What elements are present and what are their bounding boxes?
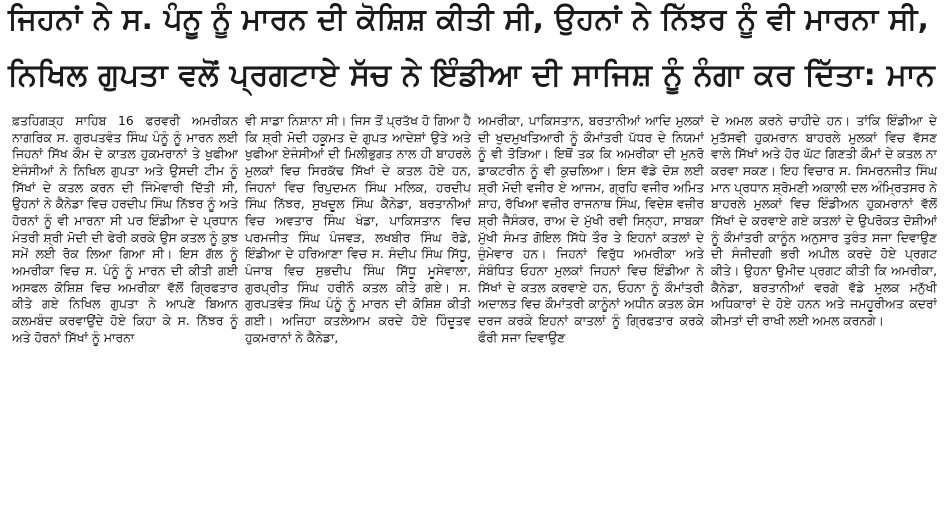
- article-column-2-text: ਵੀ ਸਾਡਾ ਨਿਸ਼ਾਨਾ ਸੀ। ਜਿਸ ਤੋਂ ਪ੍ਰਤੱਖ ਹੋ ਗਿਆ ਹੈ ਕਿ ਸ਼੍ਰੀ ਮੋਦੀ ਹਕੂਮਤ ਦੇ ਗੁਪਤ ਆਦੇਸ਼ਾਂ ਉਤੇ ਅਤੇ ਖੁਫੀਆ ਏਜੰਸੀਆਂ ਦੀ ਮਿਲੀਭੁਗਤ ਨਾਲ ਹੀ ਬਾਹਰਲੇ ਮੁਲਕਾਂ ਵਿਚ ਸਿਰਕੱਢ ਸਿੱਖਾਂ ਦੇ ਕਤਲ ਹੋਏ ਹਨ, ਜਿਹਨਾਂ ਵਿਚ ਰਿਪੁਦਮਨ ਸਿੰਘ ਮਲਿਕ, ਹਰਦੀਪ ਸਿੰਘ ਨਿੱਝਰ, ਸੁਖਦੂਲ ਸਿੰਘ ਕੈਨੇਡਾ, ਬਰਤਾਨੀਆਂ ਵਿਚ ਅਵਤਾਰ ਸਿੰਘ ਖੰਡਾ, ਪਾਕਿਸਤਾਨ ਵਿਚ ਪਰਮਜੀਤ ਸਿੰਘ ਪੰਜਵੜ, ਲਖਬੀਰ ਸਿੰਘ ਰੋਡੇ, ਇੰਡੀਆ ਦੇ ਹਰਿਆਣਾ ਵਿਚ ਸ. ਸੰਦੀਪ ਸਿੰਘ ਸਿੱਧੂ, ਪੰਜਾਬ ਵਿਚ ਸੁਭਦੀਪ ਸਿੰਘ ਸਿੱਧੂ ਮੂਸੇਵਾਲਾ, ਗੁਰਪ੍ਰੀਤ ਸਿੰਘ ਹਰੀਨੌ ਕਤਲ ਕੀਤੇ ਗਏ। ਸ. ਗੁਰਪਤਵੰਤ ਸਿੰਘ ਪੰਨੂੰ ਨੂੰ ਮਾਰਨ ਦੀ ਕੋਸ਼ਿਸ਼ ਕੀਤੀ ਗਈ। ਅਜਿਹਾ ਕਤਲੇਆਮ ਕਰਦੇ ਹੋਏ ਹਿੰਦੂਤਵ ਹੁਕਮਰਾਨਾਂ ਨੇ ਕੈਨੇਡਾ,: [245, 114, 471, 345]
- article-column-4: [711, 113, 937, 503]
- article-column-1: [12, 113, 238, 503]
- article-column-1-text: ਫ਼ਤਹਿਗੜ੍ਹ ਸਾਹਿਬ 16 ਫਰਵਰੀ ਅਮਰੀਕਨ ਨਾਗਰਿਕ ਸ. ਗੁਰਪਤਵੰਤ ਸਿੰਘ ਪੰਨੂੰ ਨੂੰ ਮਾਰਨ ਲਈ ਜਿਹਨਾਂ ਸਿੱਖ ਕੌਮ ਦੇ ਕਾਤਲ ਹੁਕਮਰਾਨਾਂ ਤੇ ਖੁਫੀਆ ਏਜੰਸੀਆਂ ਨੇ ਨਿਖਿਲ ਗੁਪਤਾ ਅਤੇ ਉਸਦੀ ਟੀਮ ਨੂੰ ਸਿੱਖਾਂ ਦੇ ਕਤਲ ਕਰਨ ਦੀ ਜਿੰਮੇਵਾਰੀ ਦਿੱਤੀ ਸੀ, ਉਹਨਾਂ ਨੇ ਕੈਨੇਡਾ ਵਿਚ ਹਰਦੀਪ ਸਿੰਘ ਨਿੱਝਰ ਨੂੰ ਅਤੇ ਹੋਰਨਾਂ ਨੂੰ ਵੀ ਮਾਰਨਾ ਸੀ ਪਰ ਇੰਡੀਆ ਦੇ ਪ੍ਰਧਾਨ ਮੰਤਰੀ ਸ਼੍ਰੀ ਮੋਦੀ ਦੀ ਫੇਰੀ ਕਰਕੇ ਉਸ ਕਤਲ ਨੂੰ ਕੁਝ ਸਮੇਂ ਲਈ ਰੋਕ ਲਿਆ ਗਿਆ ਸੀ। ਇਸ ਗੱਲ ਨੂੰ ਅਮਰੀਕਾ ਵਿਚ ਸ. ਪੰਨੂੰ ਨੂੰ ਮਾਰਨ ਦੀ ਕੀਤੀ ਗਈ ਅਸਫਲ ਕੋਸ਼ਿਸ਼ ਵਿਚ ਅਮਰੀਕਾ ਵੱਲੋਂ ਗ੍ਰਿਫਤਾਰ ਕੀਤੇ ਗਏ ਨਿਖਿਲ ਗੁਪਤਾ ਨੇ ਆਪਣੇ ਬਿਆਨ ਕਲਮਬੰਦ ਕਰਵਾਉਂਦੇ ਹੋਏ ਕਿਹਾ ਕੇ ਸ. ਨਿੱਝਰ ਨੂੰ ਅਤੇ ਹੋਰਨਾਂ ਸਿੱਖਾਂ ਨੂੰ ਮਾਰਨਾ: [12, 114, 238, 345]
- headline-line-1: ਜਿਹਨਾਂ ਨੇ ਸ. ਪੰਨੂ ਨੂੰ ਮਾਰਨ ਦੀ ਕੋਸ਼ਿਸ਼ ਕੀਤੀ ਸੀ, ਉਹਨਾਂ ਨੇ ਨਿੱਝਰ ਨੂੰ ਵੀ ਮਾਰਨਾ ਸੀ,: [8, 2, 930, 36]
- article-body: [12, 113, 937, 503]
- article-column-3-text: ਅਮਰੀਕਾ, ਪਾਕਿਸਤਾਨ, ਬਰਤਾਨੀਆਂ ਆਦਿ ਮੁਲਕਾਂ ਦੀ ਖੁਦਮੁਖਤਿਆਰੀ ਨੂੰ ਕੌਮਾਂਤਰੀ ਪੱਧਰ ਦੇ ਨਿਯਮਾਂ ਨੂੰ ਵੀ ਤੋੜਿਆ। ਇਥੋਂ ਤਕ ਕਿ ਅਮਰੀਕਾ ਦੀ ਮੁਨਰੋ ਡਾਕਟਰੀਨ ਨੂੰ ਵੀ ਕੁਚਲਿਆ। ਇਸ ਵੱਡੇ ਦੋਸ਼ ਲਈ ਸ਼੍ਰੀ ਮੋਦੀ ਵਜੀਰ ਏ ਆਜਮ, ਗ੍ਰਹਿ ਵਜੀਰ ਅਮਿਤ ਸ਼ਾਹ, ਰੱਖਿਆ ਵਜ਼ੀਰ ਰਾਜਨਾਥ ਸਿੰਘ, ਵਿਦੇਸ਼ ਵਜ਼ੀਰ ਸ਼੍ਰੀ ਜੈਸੰਕਰ, ਰਾਅ ਦੇ ਮੁੱਖੀ ਰਵੀ ਸਿਨ੍ਹਾ, ਸਾਬਕਾ ਮੁੱਖੀ ਸੰਮਤ ਗੋਇਲ ਸਿੱਧੇ ਤੌਰ ਤੇ ਇਹਨਾਂ ਕਤਲਾਂ ਦੇ ਜ਼ੁੰਮੇਵਾਰ ਹਨ। ਜਿਹਨਾਂ ਵਿਰੁੱਧ ਅਮਰੀਕਾ ਅਤੇ ਸੰਬੰਧਿਤ ਓਹਨਾ ਮੁਲਕਾਂ ਜਿਹਨਾਂ ਵਿਚ ਇੰਡੀਆ ਨੇ ਸਿੱਖਾਂ ਦੇ ਕਤਲ ਕਰਵਾਏ ਹਨ, ਓਹਨਾ ਨੂੰ ਕੌਮਾਂਤਰੀ ਅਦਾਲਤ ਵਿਚ ਕੌਮਾਂਤਰੀ ਕਾਨੂੰਨਾਂ ਅਧੀਨ ਕਤਲ ਕੇਸ ਦਰਜ ਕਰਕੇ ਇਹਨਾਂ ਕਾਤਲਾਂ ਨੂੰ ਗ੍ਰਿਫਤਾਰ ਕਰਕੇ ਫੌਰੀ ਸਜਾ ਦਿਵਾਉਣ: [478, 114, 704, 345]
- headline-line-2: ਨਿਖਿਲ ਗੁਪਤਾ ਵਲੋਂ ਪ੍ਰਗਟਾਏ ਸੱਚ ਨੇ ਇੰਡੀਆ ਦੀ ਸਾਜਿਸ਼ ਨੂੰ ਨੰਗਾ ਕਰ ਦਿੱਤਾ: ਮਾਨ: [8, 58, 936, 93]
- article-column-2: [245, 113, 471, 503]
- article-column-3: [478, 113, 704, 503]
- article-column-4-text: ਦੇ ਅਮਲ ਕਰਨੇ ਚਾਹੀਦੇ ਹਨ। ਤਾਂਕਿ ਇੰਡੀਆ ਦੇ ਮੁਤੱਸਵੀ ਹੁਕਮਰਾਨ ਬਾਹਰਲੇ ਮੁਲਕਾਂ ਵਿਚ ਵੱਸਣ ਵਾਲੇ ਸਿੱਖਾਂ ਅਤੇ ਹੋਰ ਘੱਟ ਗਿਣਤੀ ਕੌਮਾਂ ਦੇ ਕਤਲ ਨਾ ਕਰਵਾ ਸਕਣ। ਇਹ ਵਿਚਾਰ ਸ. ਸਿਮਰਨਜੀਤ ਸਿੰਘ ਮਾਨ ਪ੍ਰਧਾਨ ਸ਼੍ਰੋਮਣੀ ਅਕਾਲੀ ਦਲ ਅੰਮ੍ਰਿਤਸਰ ਨੇ ਬਾਹਰਲੇ ਮੁਲਕਾਂ ਵਿਚ ਇੰਡੀਅਨ ਹੁਕਮਰਾਨਾਂ ਵੱਲੋਂ ਸਿੱਖਾਂ ਦੇ ਕਰਵਾਏ ਗਏ ਕਤਲਾਂ ਦੇ ਉਪਰੋਕਤ ਦੋਸ਼ੀਆਂ ਨੂੰ ਕੌਮਾਂਤਰੀ ਕਾਨੂੰਨ ਅਨੁਸਾਰ ਤੁਰੰਤ ਸਜਾ ਦਿਵਾਉਣ ਦੀ ਸੰਜੀਦਗੀ ਭਰੀ ਅਪੀਲ ਕਰਦੇ ਹੋਏ ਪ੍ਰਗਟ ਕੀਤੇ। ਉਹਨਾ ਉਮੀਦ ਪ੍ਰਗਟ ਕੀਤੀ ਕਿ ਅਮਰੀਕਾ, ਕੈਨੇਡਾ, ਬਰਤਾਨੀਆਂ ਵਰਗੇ ਵੱਡੇ ਮੁਲਕ ਮਨੁੱਖੀ ਅਧਿਕਾਰਾਂ ਦੇ ਹੋਏ ਹਨਨ ਅਤੇ ਜਮਹੂਰੀਅਤ ਕਦਰਾਂ ਕੀਮਤਾਂ ਦੀ ਰਾਖੀ ਲਈ ਅਮਲ ਕਰਨਗੇ।: [711, 114, 937, 328]
